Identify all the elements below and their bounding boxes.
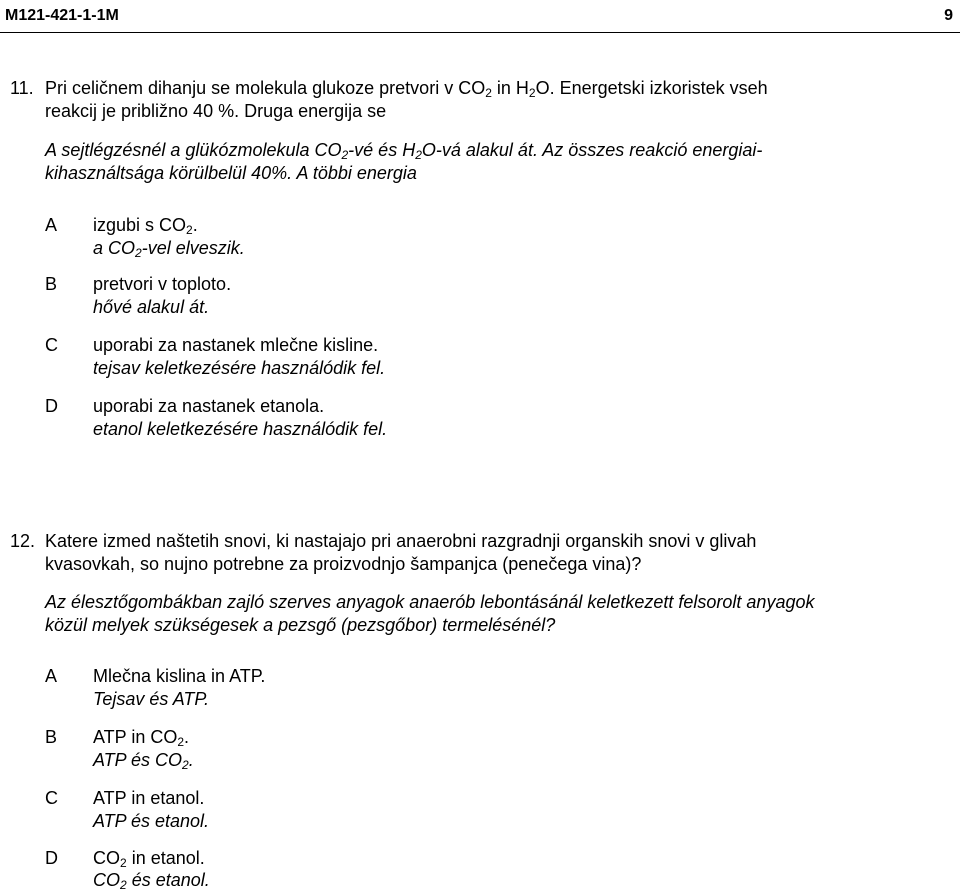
- page-header: [0, 0, 960, 33]
- question-text-sl-line1: Pri celičnem dihanju se molekula glukoze pretvori v CO2 in H2O. Energetski izkoristek vseh: [45, 78, 768, 100]
- option-letter-a: A: [45, 215, 58, 235]
- option-letter-c: C: [45, 788, 58, 808]
- option-a-hu: Tejsav és ATP.: [93, 689, 210, 709]
- option-a-sl: Mlečna kislina in ATP.: [93, 666, 266, 686]
- document-code: M121-421-1-1M: [5, 7, 119, 24]
- option-d-sl: CO2 in etanol.: [93, 848, 205, 870]
- option-a-sl: izgubi s CO2.: [93, 215, 198, 237]
- option-letter-d: D: [45, 396, 58, 416]
- option-letter-d: D: [45, 848, 58, 868]
- question-number: 12.: [10, 531, 36, 551]
- question-text-sl-line2: kvasovkah, so nujno potrebne za proizvodnjo šampanjca (penečega vina)?: [45, 554, 642, 574]
- page-number: 9: [944, 7, 953, 24]
- question-text-sl-line1: Katere izmed naštetih snovi, ki nastajajo pri anaerobni razgradnji organskih snovi v glivah: [45, 531, 757, 551]
- option-letter-c: C: [45, 335, 58, 355]
- option-b-sl: pretvori v toploto.: [93, 274, 232, 294]
- option-b-sl: ATP in CO2.: [93, 727, 190, 749]
- option-c-sl: uporabi za nastanek mlečne kisline.: [93, 335, 379, 355]
- option-d-sl: uporabi za nastanek etanola.: [93, 396, 325, 416]
- option-d-hu: CO2 és etanol.: [93, 870, 210, 892]
- option-c-hu: ATP és etanol.: [93, 811, 210, 831]
- option-letter-b: B: [45, 274, 58, 294]
- option-d-hu: etanol keletkezésére használódik fel.: [93, 419, 388, 439]
- option-b-hu: hővé alakul át.: [93, 297, 210, 317]
- option-b-hu: ATP és CO2.: [93, 750, 194, 772]
- option-c-sl: ATP in etanol.: [93, 788, 205, 808]
- question-text-sl-line2: reakcij je približno 40 %. Druga energija se: [45, 101, 387, 121]
- option-c-hu: tejsav keletkezésére használódik fel.: [93, 358, 386, 378]
- header-divider: [0, 32, 960, 33]
- question-text-hu-line2: közül melyek szükségesek a pezsgő (pezsgőbor) termelésénél?: [45, 615, 556, 635]
- question-text-hu-line1: A sejtlégzésnél a glükózmolekula CO2-vé és H2O-vá alakul át. Az összes reakció energiai-: [45, 140, 763, 162]
- question-text-hu-line1: Az élesztőgombákban zajló szerves anyagok anaerób lebontásánál keletkezett felsorolt anyagok: [45, 592, 815, 612]
- option-letter-b: B: [45, 727, 58, 747]
- question-text-hu-line2: kihasználtsága körülbelül 40%. A többi energia: [45, 163, 417, 183]
- option-letter-a: A: [45, 666, 58, 686]
- option-a-hu: a CO2-vel elveszik.: [93, 238, 245, 260]
- question-number: 11.: [10, 78, 34, 98]
